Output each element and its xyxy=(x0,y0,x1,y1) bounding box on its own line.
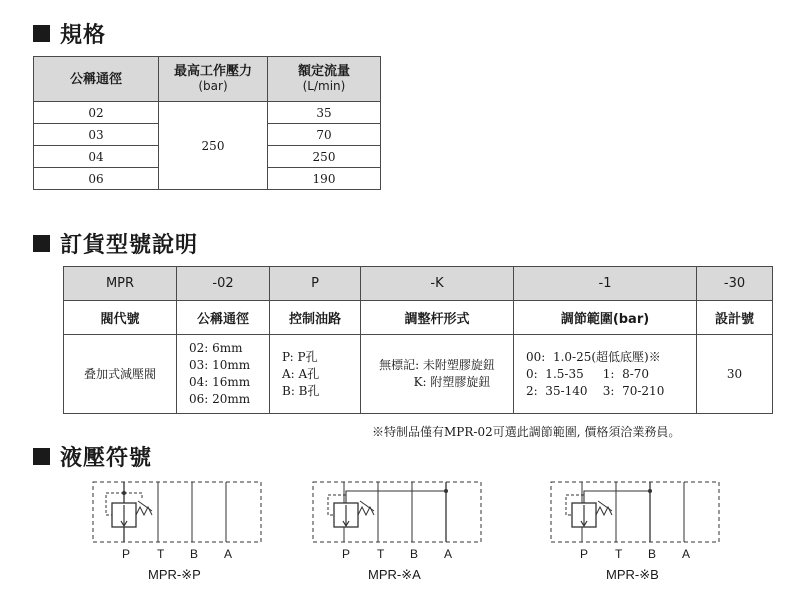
diameter-option: 02: 6mm xyxy=(189,341,243,355)
knob-option: K: 附塑膠旋鈕 xyxy=(413,375,491,389)
section-bullet-square xyxy=(33,25,50,42)
cell-flow: 250 xyxy=(268,146,381,168)
code-cell: -1 xyxy=(514,267,697,301)
header-pressure-unit: (bar) xyxy=(198,79,228,93)
header-pressure-label: 最高工作壓力 xyxy=(173,64,252,79)
hydraulic-symbol-a xyxy=(312,481,482,543)
range-option: 2: 35-140 3: 70-210 xyxy=(526,383,665,398)
circuit-option: P: P孔 xyxy=(282,349,318,364)
header-cell: 設計號 xyxy=(697,301,773,335)
port-label-t: T xyxy=(157,547,165,561)
hydraulic-symbol-b xyxy=(550,481,720,543)
cell-diameter: 06 xyxy=(34,168,159,190)
port-label-a: A xyxy=(224,547,233,561)
diameter-list-cell xyxy=(177,335,270,414)
cell-flow: 70 xyxy=(268,124,381,146)
header-pressure xyxy=(159,57,268,102)
pressure-reducing-valve-icon xyxy=(92,481,262,543)
port-label-a: A xyxy=(444,547,453,561)
section-bullet-square xyxy=(33,448,50,465)
header-cell: 公稱通徑 xyxy=(177,301,270,335)
port-label-t: T xyxy=(377,547,385,561)
spec-header-row xyxy=(34,57,381,102)
order-code-table xyxy=(63,266,773,414)
symbol-caption: MPR-※P xyxy=(148,567,201,582)
header-cell: 調節範圍(bar) xyxy=(514,301,697,335)
symbol-title-text: 液壓符號 xyxy=(60,446,153,471)
header-flow-label: 額定流量 xyxy=(297,64,350,79)
circuit-option: B: B孔 xyxy=(282,383,320,398)
circuit-option: A: A孔 xyxy=(282,366,320,381)
order-title-text: 訂貨型號說明 xyxy=(60,233,199,258)
diameter-option: 03: 10mm xyxy=(189,358,251,372)
pressure-reducing-valve-icon xyxy=(312,481,482,543)
port-label-p: P xyxy=(342,547,351,561)
code-cell: P xyxy=(270,267,361,301)
cell-flow: 190 xyxy=(268,168,381,190)
order-header-row xyxy=(64,301,773,335)
symbol-section-title xyxy=(33,441,152,472)
diameter-option: 06: 20mm xyxy=(189,392,251,406)
spec-table xyxy=(33,56,381,190)
table-row xyxy=(34,102,381,124)
diameter-option: 04: 16mm xyxy=(189,375,251,389)
code-cell: -30 xyxy=(697,267,773,301)
port-label-p: P xyxy=(580,547,589,561)
port-label-b: B xyxy=(190,547,199,561)
symbol-caption: MPR-※B xyxy=(606,567,659,582)
code-cell: MPR xyxy=(64,267,177,301)
order-section-title xyxy=(33,228,198,259)
range-option: 00: 1.0-25(超低底壓)※ xyxy=(526,349,661,364)
cell-diameter: 02 xyxy=(34,102,159,124)
port-label-b: B xyxy=(410,547,419,561)
design-number-cell: 30 xyxy=(697,335,773,414)
range-option: 0: 1.5-35 1: 8-70 xyxy=(526,366,650,381)
cell-pressure: 250 xyxy=(159,102,268,190)
hydraulic-symbol-p xyxy=(92,481,262,543)
knob-option: 無標記: 未附塑膠旋鈕 xyxy=(379,358,495,372)
port-label-a: A xyxy=(682,547,691,561)
cell-diameter: 03 xyxy=(34,124,159,146)
cell-diameter: 04 xyxy=(34,146,159,168)
header-cell: 調整杆形式 xyxy=(361,301,514,335)
code-cell: -K xyxy=(361,267,514,301)
special-order-note: ※特制品僅有MPR-02可選此調節範圍, 價格須洽業務員。 xyxy=(372,425,681,439)
range-list-cell xyxy=(514,335,697,414)
symbol-caption: MPR-※A xyxy=(368,567,421,582)
cell-flow: 35 xyxy=(268,102,381,124)
knob-list-cell xyxy=(361,335,514,414)
section-bullet-square xyxy=(33,235,50,252)
valve-name-cell: 叠加式減壓閥 xyxy=(64,335,177,414)
port-label-t: T xyxy=(615,547,623,561)
spec-section-title xyxy=(33,18,106,49)
code-cell: -02 xyxy=(177,267,270,301)
header-cell: 閥代號 xyxy=(64,301,177,335)
header-cell: 控制油路 xyxy=(270,301,361,335)
header-flow-unit: (L/min) xyxy=(302,79,346,93)
port-label-b: B xyxy=(648,547,657,561)
order-code-row xyxy=(64,267,773,301)
header-diameter: 公稱通徑 xyxy=(34,57,159,102)
port-label-p: P xyxy=(122,547,131,561)
circuit-list-cell xyxy=(270,335,361,414)
pressure-reducing-valve-icon xyxy=(550,481,720,543)
spec-title-text: 規格 xyxy=(60,23,107,48)
order-body-row xyxy=(64,335,773,414)
header-flow xyxy=(268,57,381,102)
